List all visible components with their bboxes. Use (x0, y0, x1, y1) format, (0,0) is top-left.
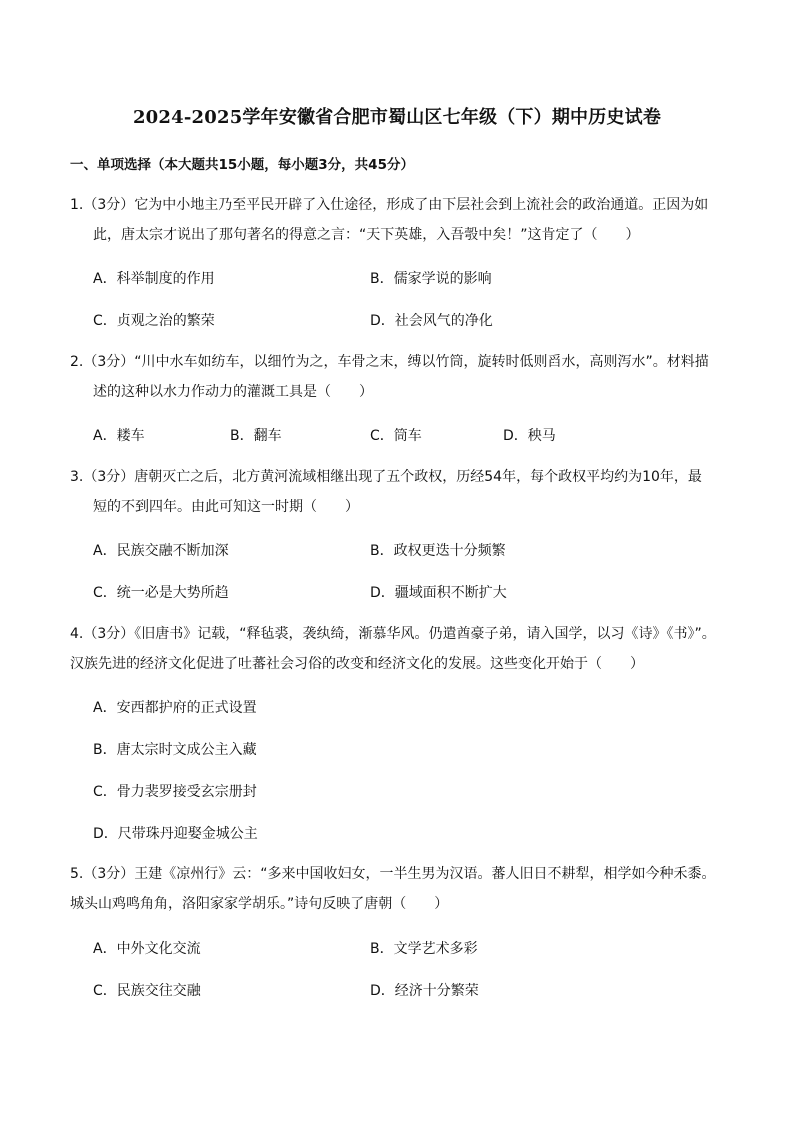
question-3 (70, 462, 734, 522)
question-4-stem-line2: 汉族先进的经济文化促进了吐蕃社会习俗的改变和经济文化的发展。这些变化开始于（ ） (70, 656, 644, 672)
question-3-option-c: C．统一必是大势所趋 (93, 585, 229, 601)
question-4-stem-line1: 4.（3分）《旧唐书》记载，“释毡裘，袭纨绮，渐慕华风。仍遣酋豪子弟，请入国学，以习《诗》《书》”。 (70, 626, 716, 642)
question-2-option-b: B．翻车 (230, 428, 282, 444)
question-2 (70, 347, 734, 407)
question-5-option-d: D．经济十分繁荣 (370, 983, 479, 999)
question-2-stem-line2: 述的这种以水力作动力的灌溉工具是（ ） (93, 384, 373, 400)
question-4-option-d: D．尺带珠丹迎娶金城公主 (93, 826, 258, 842)
question-2-option-c: C．筒车 (370, 428, 422, 444)
section-heading: 一、单项选择（本大题共15小题，每小题3分，共45分） (70, 157, 414, 173)
question-1-option-a: A．科举制度的作用 (93, 271, 215, 287)
question-3-stem-line2: 短的不到四年。由此可知这一时期（ ） (93, 499, 359, 515)
question-5-option-a: A．中外文化交流 (93, 941, 201, 957)
question-4-option-b: B．唐太宗时文成公主入藏 (93, 742, 257, 758)
question-5-stem-line2: 城头山鸡鸣角角，洛阳家家学胡乐。”诗句反映了唐朝（ ） (70, 896, 449, 912)
question-1-option-c: C．贞观之治的繁荣 (93, 313, 215, 329)
question-3-option-a: A．民族交融不断加深 (93, 543, 229, 559)
question-5-stem-line1: 5.（3分）王建《凉州行》云：“多来中国收妇女，一半生男为汉语。蕃人旧日不耕犁，相学如今种禾黍。 (70, 866, 716, 882)
question-3-option-b: B．政权更迭十分频繁 (370, 543, 506, 559)
question-1-stem-line2: 此，唐太宗才说出了那句著名的得意之言：“天下英雄，入吾彀中矣！”这肯定了（ ） (93, 227, 640, 243)
question-4-option-c: C．骨力裴罗接受玄宗册封 (93, 784, 257, 800)
question-4 (70, 619, 734, 679)
question-2-option-d: D．秧马 (503, 428, 556, 444)
exam-title: 2024-2025学年安徽省合肥市蜀山区七年级（下）期中历史试卷 (132, 107, 662, 128)
question-5-option-b: B．文学艺术多彩 (370, 941, 478, 957)
question-1 (70, 190, 734, 250)
question-5-option-c: C．民族交往交融 (93, 983, 201, 999)
question-3-stem-line1: 3.（3分）唐朝灭亡之后，北方黄河流域相继出现了五个政权，历经54年，每个政权平均约为10年，最 (70, 469, 702, 485)
question-3-option-d: D．疆域面积不断扩大 (370, 585, 507, 601)
question-2-option-a: A．耧车 (93, 428, 145, 444)
question-4-option-a: A．安西都护府的正式设置 (93, 700, 257, 716)
question-2-stem-line1: 2.（3分）“川中水车如纺车，以细竹为之，车骨之末，缚以竹筒，旋转时低则舀水，高则泻水”。材料描 (70, 354, 709, 370)
question-1-option-d: D．社会风气的净化 (370, 313, 493, 329)
question-1-option-b: B．儒家学说的影响 (370, 271, 492, 287)
question-5 (70, 859, 734, 919)
question-1-stem-line1: 1.（3分）它为中小地主乃至平民开辟了入仕途径，形成了由下层社会到上流社会的政治通道。正因为如 (70, 197, 709, 213)
